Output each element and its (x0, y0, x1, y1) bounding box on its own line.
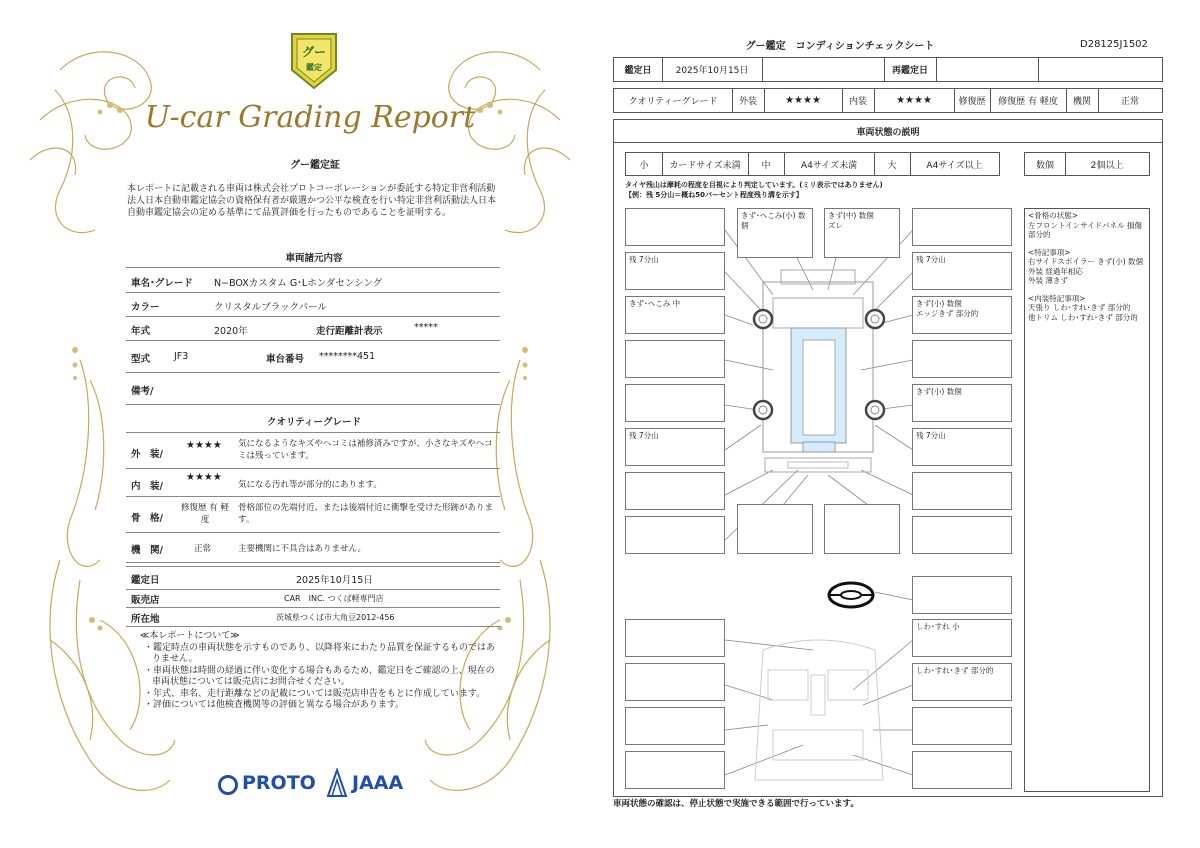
quality-section-title: クオリティーグレード (266, 417, 362, 428)
tire-box-front-left: 残 7分山 (625, 252, 725, 290)
year-label: 年式 (131, 326, 151, 337)
address-row (126, 608, 500, 627)
date-row (126, 566, 500, 590)
frame-label: 骨 格/ (131, 513, 163, 524)
year-row (126, 318, 500, 341)
quality-row-box (613, 88, 1163, 113)
note-item: ・年式、車名、走行距離などの記載については販売店申告をもとに作成しています。 (144, 688, 486, 699)
year-value: 2020年 (214, 326, 248, 337)
legend-small: 小 (639, 160, 649, 171)
exterior-box-right-4: きず(小) 数個 (912, 384, 1012, 422)
note-item: ・車両状態は時間の経過に伴い変化する場合もあるため、鑑定日をご確認の上、現在の車両状態については販売店にお問合せください。 (144, 665, 495, 687)
interior-box-left-3 (625, 707, 725, 745)
exterior-label: 外 装/ (131, 449, 163, 460)
section-title: 車両状態の説明 (614, 120, 1162, 143)
chassis-value: ********451 (319, 351, 376, 362)
remarks-label: 備考/ (131, 386, 154, 397)
int-label: 内装 (848, 97, 867, 107)
exterior-box-left-2: きず･へこみ 中 (625, 296, 725, 334)
mileage-label: 走行距離計表示 (316, 326, 383, 337)
interior-note: 他トリム しわ･すれ･きず 部分的 (1028, 312, 1138, 322)
intro-text: 本レポートに記載される車両は株式会社プロトコーポレーションが委託する特定非営利活動法人日本自動車鑑定協会の資格保有者が厳選かつ公平な検査を行い特定非営利活動法人日本自動車鑑定協会の定める基準にて品質評価を行ったものであることを証明する。 (127, 184, 497, 218)
car-name-value: N−BOXカスタム G･Lホンダセンシング (214, 278, 383, 289)
interior-box-right-2: しわ･すれ･きず 部分的 (912, 663, 1012, 701)
ext-stars: ★★★★ (785, 95, 821, 106)
exterior-box-front-center: きず･へこみ(小) 数個 (737, 208, 813, 258)
address-value: 茨城県つくば市大角豆2012-456 (276, 613, 395, 622)
certificate-title: グー鑑定証 (290, 160, 340, 171)
footer-note: 車両状態の確認は、停止状態で実施できる範囲で行っています。 (613, 799, 859, 809)
engine-value: 正常 (194, 544, 212, 554)
proto-logo-icon (218, 775, 238, 795)
interior-notes-heading: <内装特記事項> (1028, 293, 1086, 303)
frame-status-text: 左フロントインサイドパネル 損傷 (1028, 220, 1142, 230)
exterior-row (126, 434, 500, 469)
shop-label: 販売店 (131, 595, 160, 606)
interior-row (126, 470, 500, 497)
interior-note: 天張り しわ･すれ･きず 部分的 (1028, 303, 1131, 312)
jaaa-logo: JAAA (352, 772, 404, 794)
exterior-box-right-6 (912, 472, 1012, 510)
date-value: 2025年10月15日 (296, 575, 373, 586)
exterior-box-rear-center2 (824, 504, 900, 554)
legend-count-desc: 2個以上 (1090, 160, 1124, 171)
svg-text:鑑定: 鑑定 (306, 63, 322, 72)
ext-label: 外装 (738, 97, 757, 107)
remarks-row (126, 374, 500, 405)
interior-box-steering (912, 576, 1012, 614)
interior-label: 内 装/ (131, 481, 163, 492)
exterior-box-right-7 (912, 516, 1012, 554)
car-top-view-icon (754, 270, 884, 472)
redate-label: 再鑑定日 (891, 66, 928, 76)
tire-example: 【例：残 5分山＝概ね50パーセント程度残り溝を示す】 (625, 191, 803, 199)
svg-text:グー: グー (301, 45, 327, 59)
special-notes-heading: <特記事項> (1028, 247, 1071, 257)
interior-box-right-3 (912, 707, 1012, 745)
date-label: 鑑定日 (131, 575, 160, 586)
tire-box-front-right: 残 7分山 (912, 252, 1012, 290)
color-label: カラー (131, 302, 160, 313)
spec-section-title: 車両諸元内容 (285, 253, 343, 264)
repair-value: 修復歴 有 軽度 (998, 97, 1058, 107)
proto-logo: PROTO (242, 772, 316, 794)
size-legend (625, 152, 1000, 176)
engine-label: 機関 (1072, 97, 1091, 107)
frame-value: 修復歴 有 軽度 (181, 503, 229, 525)
exterior-box-left-7 (625, 516, 725, 554)
exterior-box-left-6 (625, 472, 725, 510)
model-value: JF3 (174, 351, 189, 362)
exterior-box-left-4 (625, 384, 725, 422)
model-label: 型式 (131, 354, 151, 365)
shop-value: CAR INC. つくば軽専門店 (284, 594, 384, 603)
interior-box-left-2 (625, 663, 725, 701)
model-row (126, 342, 500, 373)
date-value: 2025年10月15日 (675, 66, 749, 76)
tire-box-rear-right: 残 7分山 (912, 428, 1012, 466)
exterior-box-left-3 (625, 340, 725, 378)
car-name-row (126, 270, 500, 293)
color-row (126, 294, 500, 317)
special-note: 外装 薄きず (1028, 276, 1068, 285)
legend-medium: 中 (761, 160, 771, 171)
car-name-label: 車名･グレード (131, 278, 193, 289)
frame-row (126, 498, 500, 533)
frame-status-text: 部分的 (1028, 230, 1051, 239)
exterior-stars: ★★★★ (186, 440, 222, 451)
tire-note: タイヤ残山は摩耗の程度を目視により判定しています。(ミリ表示ではありません) (625, 181, 883, 189)
exterior-box-front-right (912, 208, 1012, 246)
legend-large-desc: A4サイズ以上 (926, 160, 983, 171)
quality-label: クオリティーグレード (628, 97, 718, 107)
legend-count: 数個 (1035, 160, 1054, 171)
tire-box-rear-left: 残 7分山 (625, 428, 725, 466)
legend-large: 大 (887, 160, 897, 171)
date-row-box (613, 57, 1163, 82)
engine-value: 正常 (1120, 97, 1139, 107)
exterior-box-right-2: きず(小) 数個 エッジきず 部分的 (912, 296, 1012, 334)
report-notes (140, 631, 500, 712)
legend-small-desc: カードサイズ未満 (669, 160, 741, 171)
exterior-box-right-3 (912, 340, 1012, 378)
shop-row (126, 589, 500, 608)
interior-box-left-4 (625, 751, 725, 789)
goo-kantei-badge-icon (288, 30, 340, 90)
address-label: 所在地 (131, 614, 160, 625)
note-item: ・評価については他検査機関等の評価と異なる場合があります。 (144, 700, 405, 710)
sheet-code: D28125J1502 (1080, 39, 1148, 50)
engine-label: 機 関/ (131, 545, 163, 556)
interior-box-right-4 (912, 751, 1012, 789)
jaaa-logo-icon (326, 768, 348, 798)
steering-wheel-icon (829, 583, 873, 607)
exterior-desc: 気になるようなキズやヘコミは補修済みですが、小さなキズやヘコミは残っています。 (238, 439, 493, 461)
exterior-box-front-left (625, 208, 725, 246)
special-notes-box (1024, 208, 1150, 792)
report-title: U-car Grading Report (144, 100, 476, 135)
repair-label: 修復歴 (958, 97, 986, 107)
interior-stars: ★★★★ (186, 472, 222, 483)
count-legend (1024, 152, 1150, 176)
exterior-box-front-center2: きず(中) 数個 ズレ (824, 208, 900, 258)
int-stars: ★★★★ (896, 95, 932, 106)
exterior-box-rear-center (737, 504, 813, 554)
special-note: 右サイドスポイラー きず(小) 数個 (1028, 257, 1144, 266)
notes-title: ≪本レポートについて≫ (140, 631, 240, 641)
engine-desc: 主要機関に不具合はありません。 (238, 544, 367, 554)
frame-desc: 骨格部位の先端付近、または後端付近に衝撃を受けた形跡があります。 (238, 503, 494, 525)
special-note: 外装 経過年相応 (1028, 266, 1083, 276)
color-value: クリスタルブラックパール (214, 302, 327, 313)
chassis-label: 車台番号 (266, 354, 305, 365)
legend-medium-desc: A4サイズ未満 (800, 160, 858, 171)
interior-desc: 気になる汚れ等が部分的にあります。 (238, 480, 382, 490)
interior-box-right-1: しわ･すれ 小 (912, 619, 1012, 657)
mileage-value: ***** (414, 322, 438, 333)
interior-box-left-1 (625, 619, 725, 657)
check-sheet-title: グー鑑定 コンディションチェックシート (745, 41, 935, 52)
date-label: 鑑定日 (624, 66, 652, 76)
engine-row (126, 534, 500, 563)
note-item: ・鑑定時点の車両状態を示すものであり、以降将来にわたり品質を保証するものではありません。 (144, 642, 496, 664)
frame-status-heading: <骨格の状態> (1028, 211, 1079, 220)
